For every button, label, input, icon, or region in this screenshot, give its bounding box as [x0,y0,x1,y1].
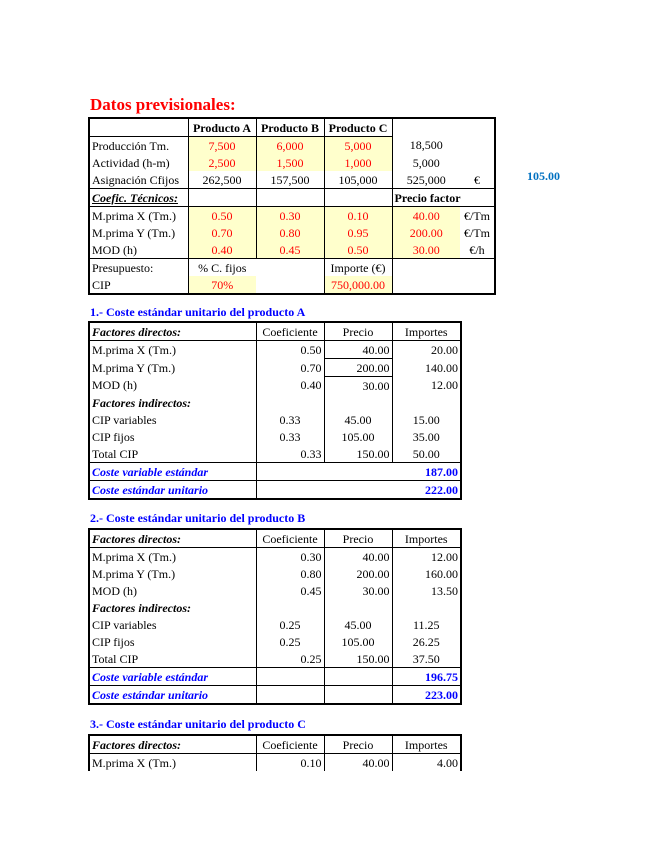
cu-value: 223.00 [392,686,461,705]
unit: €/Tm [460,207,495,225]
precio: 40.00 [324,341,392,359]
value-c: 0.95 [324,224,392,241]
value-b: 1,500 [256,154,324,171]
indirectos-label: Factores indirectos: [92,395,191,410]
importes-header: Importes [392,529,461,548]
label: MOD (h) [92,378,137,393]
cu-value: 222.00 [392,481,461,500]
precio: 200.00 [324,565,392,582]
row-cip [89,276,495,294]
label: Asignación Cfijos [92,172,179,187]
label: CIP variables [92,412,157,427]
price: 40.00 [392,207,460,225]
table-row [89,428,461,445]
factores-label: Factores directos: [89,735,256,754]
coef: 0.33 [256,445,324,463]
coef: 0.33 [256,428,324,445]
section-c-header [89,735,461,754]
precio: 150.00 [324,650,392,668]
section-c-table [88,734,462,771]
importe: 15.00 [392,411,461,428]
value-a: 7,500 [188,137,256,155]
datos-table [88,117,496,295]
value-a: 0.40 [188,241,256,259]
indirectos-label: Factores indirectos: [92,600,191,615]
cu-label: Coste estándar unitario [89,686,256,705]
importe: 37.50 [392,650,461,668]
coef: 0.25 [256,650,324,668]
value-total: 18,500 [409,138,443,153]
importe: 140.00 [392,359,461,377]
precio-header: Precio [324,529,392,548]
header-producto-c: Producto C [324,118,392,137]
coef: 0.40 [256,377,324,395]
row-actividad [89,154,495,171]
label: Presupuesto: [89,259,188,277]
label: CIP [92,277,111,292]
cv-label: Coste variable estándar [89,463,256,481]
coef: 0.25 [256,633,324,650]
precio: 200.00 [324,359,392,377]
value-c: 1,000 [324,154,392,171]
section-c-title: 3.- Coste estándar unitario del producto C [90,717,306,731]
precio-header: Precio [324,735,392,754]
row-my [89,224,495,241]
value-c: 0.50 [324,241,392,259]
importe: 50.00 [392,445,461,463]
section-b-table [88,528,462,705]
precio-factor-label: Precio factor [392,189,495,207]
coef: 0.80 [256,565,324,582]
row-asignacion [89,171,495,189]
imp-value: 750,000.00 [324,276,392,294]
precio: 45.00 [324,616,392,633]
precio: 105.00 [324,428,392,445]
datos-header-row [89,118,495,137]
table-row [89,341,461,359]
row-mod [89,241,495,259]
value-c: 105,000 [324,171,392,189]
unit: € [474,172,480,187]
label: Total CIP [92,446,139,461]
row-mx [89,207,495,225]
importe: 12.00 [392,377,461,395]
value-total: 5,000 [412,155,440,170]
label: M.prima X (Tm.) [89,207,188,225]
label: Actividad (h-m) [92,155,170,170]
value-a: 2,500 [188,154,256,171]
label: M.prima X (Tm.) [92,549,176,564]
precio: 40.00 [324,548,392,566]
unit: €/h [469,242,485,257]
factores-label: Factores directos: [89,322,256,341]
price: 30.00 [392,241,460,259]
pct-header: % C. fijos [188,259,256,277]
table-row [89,463,461,481]
coef: 0.50 [256,341,324,359]
importe: 13.50 [392,582,461,599]
label: M.prima X (Tm.) [92,342,176,357]
row-presupuesto [89,259,495,277]
importe: 4.00 [392,754,461,772]
value-b: 6,000 [256,137,324,155]
table-row [89,481,461,500]
cu-label: Coste estándar unitario [89,481,256,500]
section-b-title: 2.- Coste estándar unitario del producto B [90,511,306,525]
table-row [89,377,461,395]
label: M.prima X (Tm.) [92,755,176,770]
importe: 35.00 [392,428,461,445]
importe: 20.00 [392,341,461,359]
factores-label: Factores directos: [89,529,256,548]
header-producto-b: Producto B [256,118,324,137]
value-b: 0.45 [256,241,324,259]
table-row [89,445,461,463]
coef: 0.30 [256,548,324,566]
importe: 26.25 [392,633,461,650]
side-value: 105.00 [527,169,560,183]
page-title: Datos previsionales: [90,95,236,114]
table-row [89,582,461,599]
section-a-title: 1.- Coste estándar unitario del producto A [90,305,306,319]
coef: 0.45 [256,582,324,599]
table-row [89,650,461,668]
importe: 11.25 [392,616,461,633]
table-row [89,548,461,566]
label: M.prima Y (Tm.) [92,225,176,240]
price: 200.00 [392,224,460,241]
section-a-header [89,322,461,341]
table-row [89,565,461,582]
coef-label: Coefic. Técnicos: [89,189,188,207]
coef-header: Coeficiente [256,322,324,341]
label: Total CIP [92,651,139,666]
table-row [89,359,461,377]
value-c: 5,000 [324,137,392,155]
value-a: 0.50 [188,207,256,225]
value-total: 525,000 [406,172,446,187]
label: CIP fijos [92,429,135,444]
coef: 0.33 [256,411,324,428]
label: M.prima Y (Tm.) [92,566,176,581]
importes-header: Importes [392,735,461,754]
precio-header: Precio [324,322,392,341]
unit: €/Tm [464,225,490,240]
value-b: 0.30 [256,207,324,225]
table-row [89,411,461,428]
imp-header: Importe (€) [324,259,392,277]
label: M.prima Y (Tm.) [92,360,176,375]
coef: 0.10 [256,754,324,772]
precio: 45.00 [324,411,392,428]
row-produccion [89,137,495,155]
coef: 0.25 [256,616,324,633]
precio: 105.00 [324,633,392,650]
row-coef-header [89,189,495,207]
label: MOD (h) [92,242,137,257]
precio: 30.00 [324,582,392,599]
coef-header: Coeficiente [256,735,324,754]
value-a: 262,500 [188,171,256,189]
section-b-header [89,529,461,548]
value-a: 0.70 [188,224,256,241]
label: MOD (h) [92,583,137,598]
precio: 150.00 [324,445,392,463]
label: Producción Tm. [92,138,170,153]
label: CIP variables [92,617,157,632]
section-a-table [88,321,462,500]
table-row [89,394,461,411]
cv-value: 196.75 [392,668,461,686]
precio: 30.00 [324,377,392,395]
table-row [89,754,461,772]
cv-value: 187.00 [392,463,461,481]
label: CIP fijos [92,634,135,649]
importe: 160.00 [392,565,461,582]
cv-label: Coste variable estándar [89,668,256,686]
value-b: 157,500 [256,171,324,189]
value-b: 0.80 [256,224,324,241]
pct-value: 70% [188,276,256,294]
table-row [89,668,461,686]
value-c: 0.10 [324,207,392,225]
coef-header: Coeficiente [256,529,324,548]
table-row [89,599,461,616]
importe: 12.00 [392,548,461,566]
header-producto-a: Producto A [188,118,256,137]
precio: 40.00 [324,754,392,772]
table-row [89,633,461,650]
table-row [89,616,461,633]
table-row [89,686,461,705]
coef: 0.70 [256,359,324,377]
importes-header: Importes [392,322,461,341]
